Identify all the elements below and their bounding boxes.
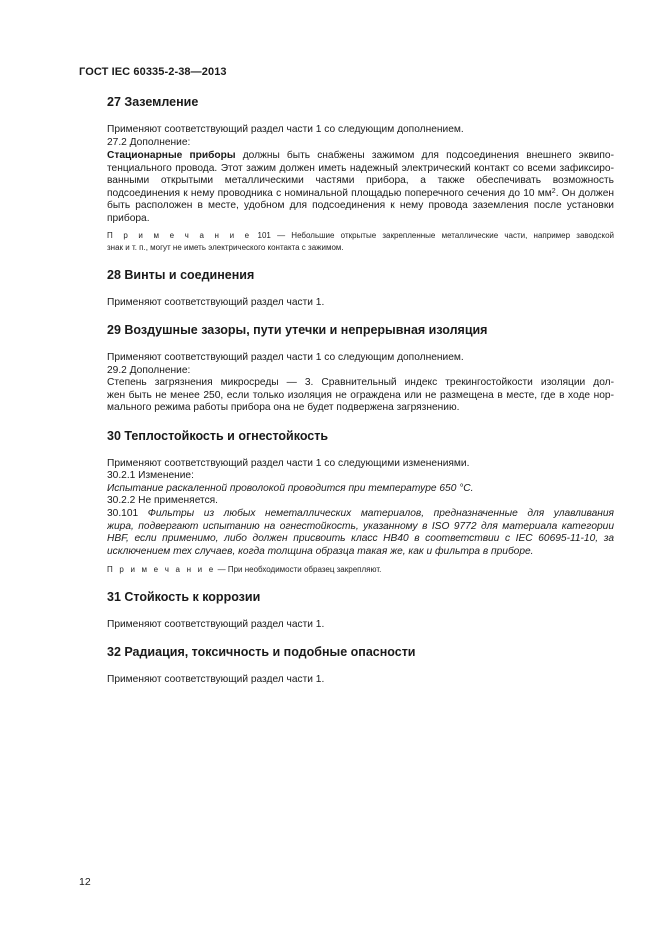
section-27-title: 27 Заземление xyxy=(107,95,199,109)
section-32-intro: Применяют соответствующий раздел части 1. xyxy=(107,674,325,685)
section-27-note: П р и м е ч а н и е 101 — Небольшие открытые закрепленные металлические части, например заводской знак и т. п., могут не иметь электрического контакта с зажимом. xyxy=(107,231,614,252)
section-31-title: 31 Стойкость к коррозии xyxy=(107,590,261,604)
section-30-sub2: 30.2.2 Не применяется. xyxy=(107,495,219,506)
section-29-intro: Применяют соответствующий раздел части 1 со следующим дополнением. xyxy=(107,352,464,363)
section-27-body: Стационарные приборы должны быть снабжены зажимом для подсоединения внешнего эквипо- тенциального провода. Этот зажим должен иметь надежный электрический контакт со всеми зафиксиро- ванными открытыми металлическими частями прибора, а также обеспечивать возможность подсоединения к нему проводника с номинальной площадью поперечного сечения до 10 $мм^2$. Он должен быть расположен в месте, удобном для подсоединения к нему провода заземления после установки прибора. xyxy=(107,150,614,224)
section-30-sub1-text: Испытание раскаленной проволокой проводится при температуре 650 °С. xyxy=(107,483,474,494)
section-27-intro: Применяют соответствующий раздел части 1 со следующим дополнением. xyxy=(107,124,464,135)
section-30-sub1: 30.2.1 Изменение: xyxy=(107,470,194,481)
section-29-title: 29 Воздушные зазоры, пути утечки и непрерывная изоляция xyxy=(107,323,488,337)
bold-lead: Стационарные приборы xyxy=(107,150,236,161)
section-30-title: 30 Теплостойкость и огнестойкость xyxy=(107,429,329,443)
section-30-sub3: 30.101 Фильтры из любых неметаллических материалов, предназначенные для улавливания жира, подвергают испытанию на огнестойкость, указанному в ISO 9772 для материала категории HBF, если применимо, либо должен присвоить класс HB40 в соответствии с IEC 60695-11-10, за исключением тех случаев, когда толщина образца такая же, как и фильтра в приборе. xyxy=(107,508,614,557)
page-number: 12 xyxy=(79,876,91,888)
section-32-title: 32 Радиация, токсичность и подобные опасности xyxy=(107,645,416,659)
standard-header: ГОСТ IEC 60335-2-38—2013 xyxy=(79,66,227,78)
section-29-body: Степень загрязнения микросреды — 3. Сравнительный индекс трекингостойкости изоляции дол- жен быть не менее 250, если только изоляция не ограждена или не размещена в месте, где в ходе нор- мального режима работы прибора она не будет подвержена загрязнению. xyxy=(107,377,614,414)
section-28-intro: Применяют соответствующий раздел части 1. xyxy=(107,297,325,308)
section-27-sub: 27.2 Дополнение: xyxy=(107,137,191,148)
section-31-intro: Применяют соответствующий раздел части 1. xyxy=(107,619,325,630)
section-29-sub: 29.2 Дополнение: xyxy=(107,365,191,376)
section-30-note: П р и м е ч а н и е — При необходимости образец закрепляют. xyxy=(107,565,382,574)
section-30-intro: Применяют соответствующий раздел части 1 со следующими изменениями. xyxy=(107,458,470,469)
section-28-title: 28 Винты и соединения xyxy=(107,268,255,282)
